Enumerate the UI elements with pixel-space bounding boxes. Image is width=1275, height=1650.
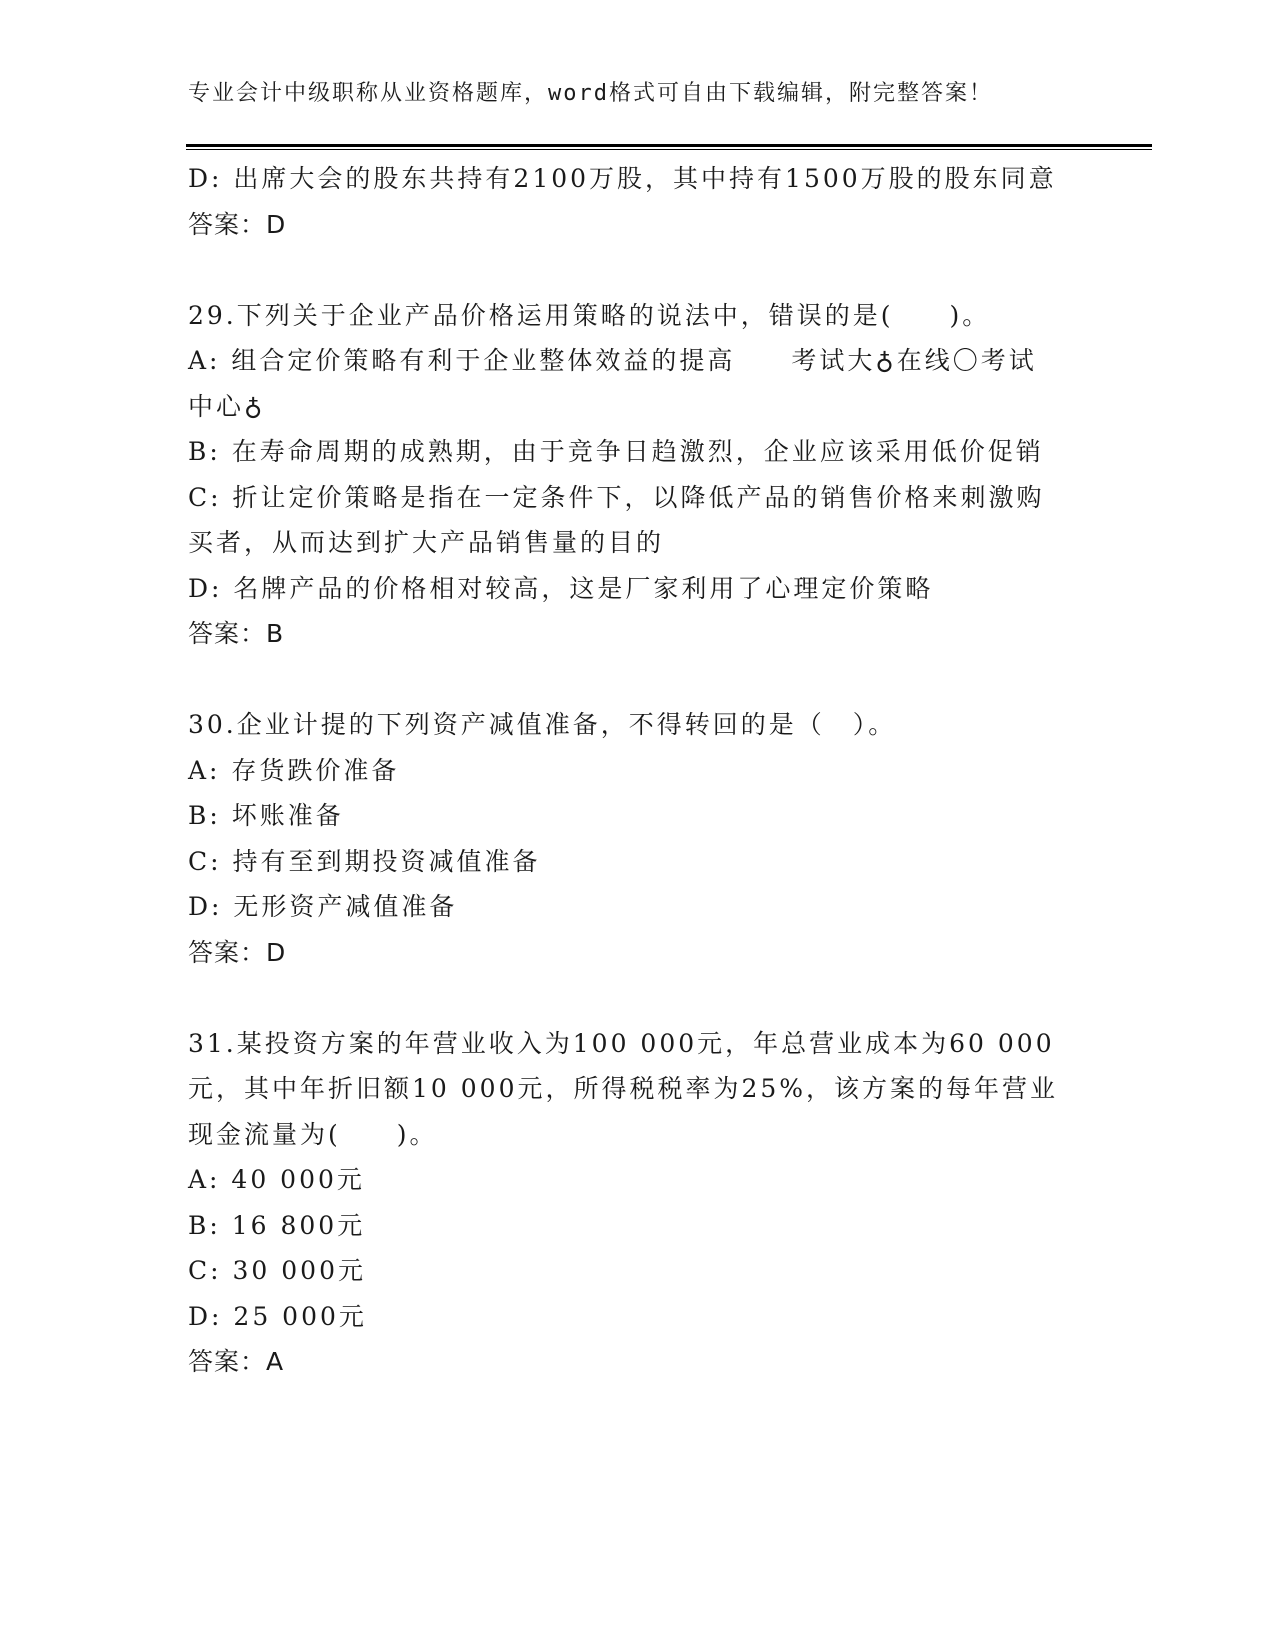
option-a: A: 存货跌价准备 xyxy=(188,755,400,785)
page-header: 专业会计中级职称从业资格题库，word格式可自由下载编辑，附完整答案！ xyxy=(188,81,993,106)
option-b: B: 16 800元 xyxy=(188,1210,366,1240)
option-a: A: 组合定价策略有利于企业整体效益的提高 考试大♁在线〇考试 xyxy=(188,346,1037,375)
option-d: D: 名牌产品的价格相对较高，这是厂家利用了心理定价策略 xyxy=(188,573,934,603)
question-block-28 xyxy=(188,156,1088,247)
question-block-31 xyxy=(188,1021,1088,1385)
option-a-continued: 中心♁ xyxy=(188,391,266,421)
header-divider xyxy=(186,144,1152,150)
spacer xyxy=(188,247,1088,293)
option-b: B: 坏账准备 xyxy=(188,801,344,830)
answer-label: 答案：A xyxy=(188,1347,285,1376)
option-d: D: 无形资产减值准备 xyxy=(188,892,458,921)
option-a: A: 40 000元 xyxy=(188,1165,365,1194)
spacer xyxy=(188,657,1088,703)
option-d: D: 出席大会的股东共持有2100万股，其中持有1500万股的股东同意 xyxy=(188,164,1057,193)
option-c: C: 持有至到期投资减值准备 xyxy=(188,846,541,876)
question-stem: 31.某投资方案的年营业收入为100 000元，年总营业成本为60 000 xyxy=(188,1028,1055,1058)
answer-label: 答案：B xyxy=(188,619,285,648)
question-stem: 29.下列关于企业产品价格运用策略的说法中，错误的是( )。 xyxy=(188,300,991,330)
question-block-30 xyxy=(188,702,1088,975)
option-c: C: 折让定价策略是指在一定条件下，以降低产品的销售价格来刺激购 xyxy=(188,482,1045,512)
option-b: B: 在寿命周期的成熟期，由于竞争日趋激烈，企业应该采用低价促销 xyxy=(188,437,1044,466)
question-block-29 xyxy=(188,293,1088,657)
option-c: C: 30 000元 xyxy=(188,1256,366,1285)
answer-label: 答案：D xyxy=(188,937,287,967)
question-stem: 30.企业计提的下列资产减值准备，不得转回的是（ ）。 xyxy=(188,710,897,739)
option-c-continued: 买者，从而达到扩大产品销售量的目的 xyxy=(188,528,665,557)
question-stem-continued: 元，其中年折旧额10 000元，所得税税率为25%，该方案的每年营业 xyxy=(188,1074,1059,1103)
question-stem-continued: 现金流量为( )。 xyxy=(188,1119,438,1149)
option-d: D: 25 000元 xyxy=(188,1301,367,1331)
spacer xyxy=(188,975,1088,1021)
answer-label: 答案：D xyxy=(188,209,287,239)
question-list xyxy=(188,156,1088,1385)
